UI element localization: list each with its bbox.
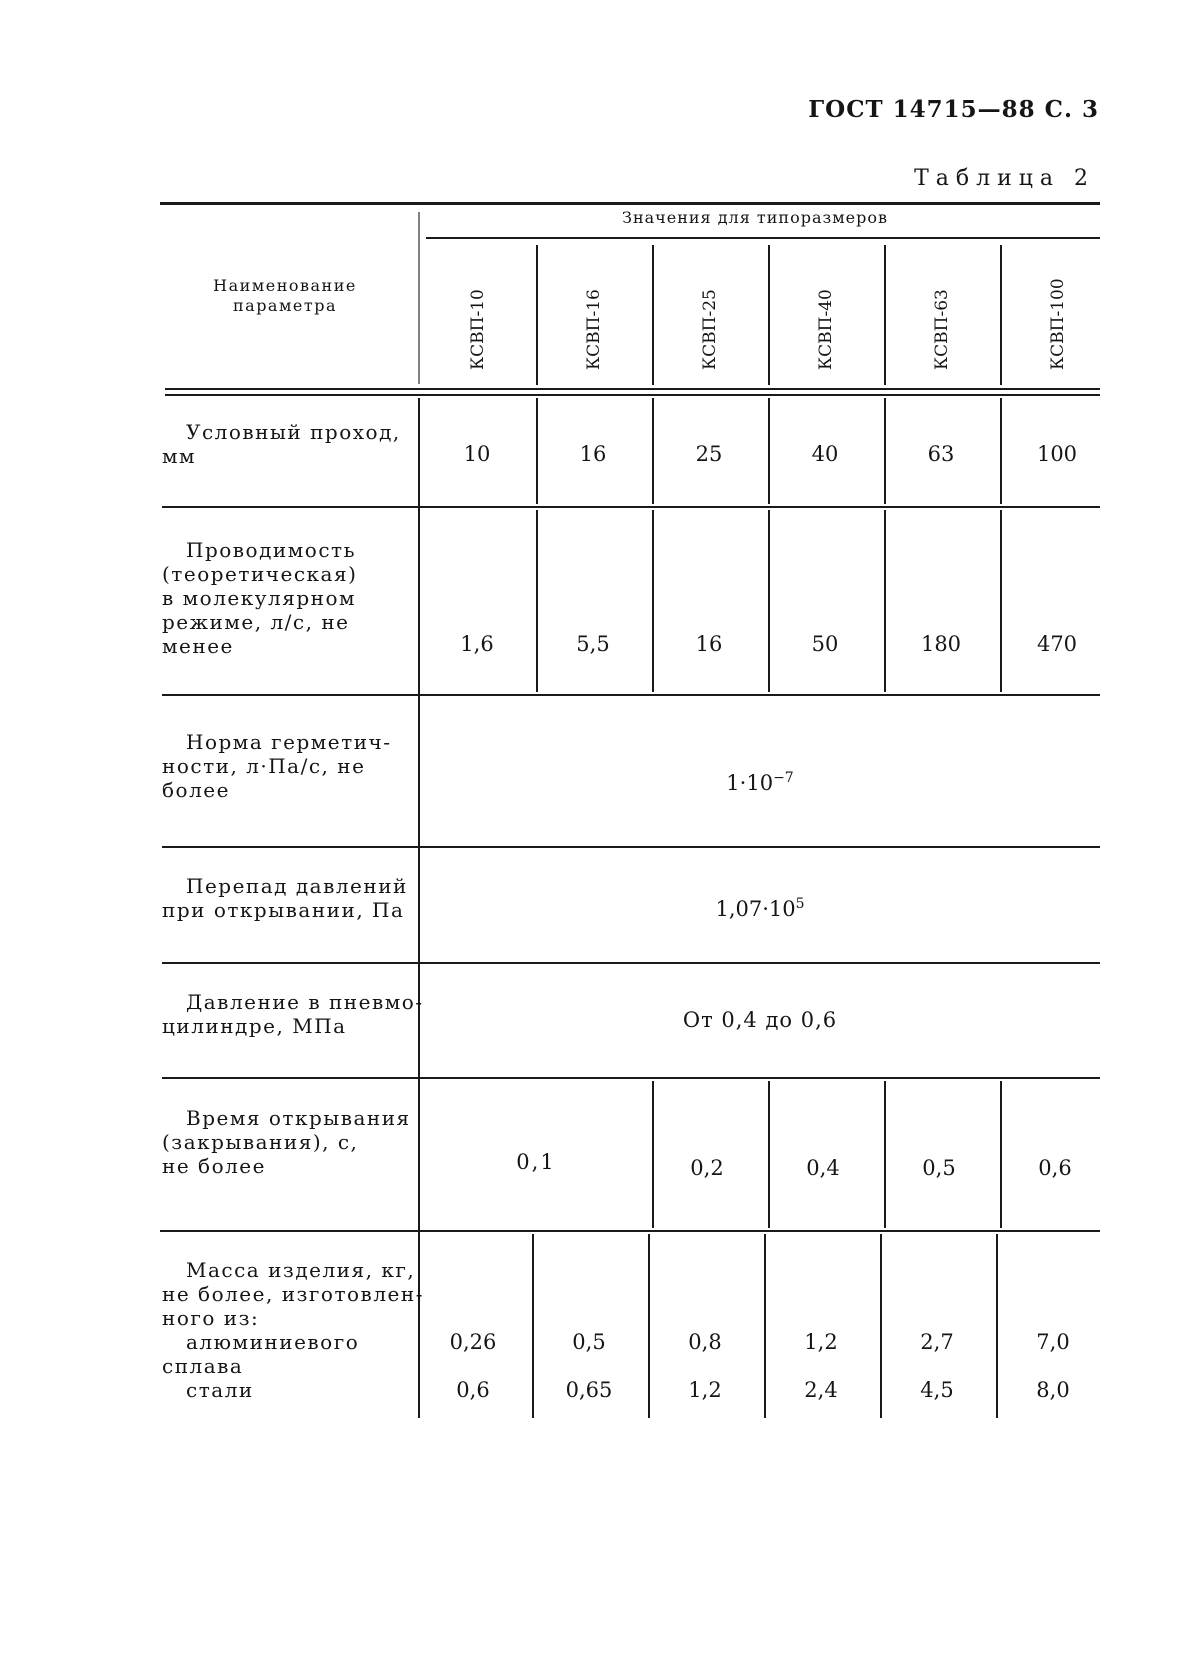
value-base: 1,07·10 xyxy=(715,897,796,921)
value-cell: 0,8 xyxy=(688,1330,722,1354)
label-line: Норма герметич- xyxy=(186,730,392,754)
values-header: Значения для типоразмеров xyxy=(621,208,889,227)
cell-rule xyxy=(768,510,770,692)
label-line: Проводимость xyxy=(186,538,356,562)
value-cell: 10 xyxy=(463,442,491,466)
model-header: КСВП-25 xyxy=(700,289,720,370)
cell-rule xyxy=(532,1234,534,1418)
cell-rule xyxy=(884,510,886,692)
header-double-rule-2 xyxy=(165,394,1100,396)
cell-rule xyxy=(652,510,654,692)
label-line: менее xyxy=(162,634,234,658)
label-line: режиме, л/с, не xyxy=(162,610,350,634)
model-header: КСВП-10 xyxy=(468,289,488,370)
label-line: более xyxy=(162,778,230,802)
label-line: не более xyxy=(162,1154,266,1178)
value-cell: 0,26 xyxy=(449,1330,497,1354)
label-line: в молекулярном xyxy=(162,586,357,610)
value-cell: 5,5 xyxy=(576,632,610,656)
row-divider xyxy=(162,694,1100,696)
cell-rule xyxy=(648,1234,650,1418)
model-header: КСВП-16 xyxy=(584,289,604,370)
label-line: ности, л·Па/с, не xyxy=(162,754,366,778)
label-line: Давление в пневмо- xyxy=(186,990,424,1014)
value-base: 1·10 xyxy=(726,771,774,795)
param-header-line: Наименование xyxy=(213,276,357,295)
cell-rule xyxy=(884,1081,886,1228)
row-divider xyxy=(162,1077,1100,1079)
value-cell: 180 xyxy=(920,632,962,656)
label-line: Перепад давлений xyxy=(186,874,408,898)
row-divider xyxy=(160,1230,1100,1232)
value-cell: 2,7 xyxy=(920,1330,954,1354)
header-column-rule xyxy=(884,245,886,385)
value-cell: 1,2 xyxy=(688,1378,722,1402)
value-cell: 0,2 xyxy=(690,1156,724,1180)
header-column-rule xyxy=(768,245,770,385)
value-cell: 16 xyxy=(579,442,607,466)
row-label-mass xyxy=(162,1258,424,1402)
value-cell: 7,0 xyxy=(1036,1330,1070,1354)
row-divider xyxy=(162,962,1100,964)
value-cell: 0,65 xyxy=(565,1378,613,1402)
label-line: Масса изделия, кг, xyxy=(186,1258,416,1282)
cell-rule xyxy=(652,398,654,504)
row-divider xyxy=(162,506,1100,508)
label-line: мм xyxy=(162,444,197,468)
header-column-rule xyxy=(1000,245,1002,385)
cell-rule xyxy=(536,398,538,504)
value-cell: 8,0 xyxy=(1036,1378,1070,1402)
row-label-cylinder-pressure xyxy=(162,990,424,1038)
value-cell: 0,5 xyxy=(922,1156,956,1180)
param-header-line: параметра xyxy=(232,296,338,315)
model-header: КСВП-100 xyxy=(1048,278,1068,370)
param-column-rule xyxy=(418,212,420,384)
cell-rule xyxy=(768,398,770,504)
value-cell: 1,6 xyxy=(460,632,494,656)
label-line: Время открывания xyxy=(186,1106,411,1130)
value-cell: 25 xyxy=(695,442,723,466)
row-label-pressure-drop xyxy=(162,874,408,922)
cell-rule xyxy=(652,1081,654,1228)
value-exponent: 5 xyxy=(795,896,805,912)
value-cell: 0,6 xyxy=(1038,1156,1072,1180)
pressure-drop-value xyxy=(420,896,1100,921)
cell-rule xyxy=(1000,398,1002,504)
value-cell: 0,5 xyxy=(572,1330,606,1354)
cell-rule xyxy=(996,1234,998,1418)
sub-label: сплава xyxy=(162,1354,244,1378)
row-label-leak-tightness xyxy=(162,730,392,802)
value-cell: 50 xyxy=(811,632,839,656)
value-cell: 470 xyxy=(1036,632,1078,656)
leak-tightness-value xyxy=(420,770,1100,795)
header-column-rule xyxy=(652,245,654,385)
value-cell: 4,5 xyxy=(920,1378,954,1402)
label-line: Условный проход, xyxy=(186,420,401,444)
label-line: при открывании, Па xyxy=(162,898,405,922)
label-line: цилиндре, МПа xyxy=(162,1014,347,1038)
value-exponent: −7 xyxy=(773,770,794,786)
value-cell: 1,2 xyxy=(804,1330,838,1354)
label-line: (теоретическая) xyxy=(162,562,358,586)
cell-rule xyxy=(884,398,886,504)
row-label-conductance xyxy=(162,538,357,658)
model-header: КСВП-40 xyxy=(816,289,836,370)
sub-label: алюминиевого xyxy=(186,1330,360,1354)
cell-rule xyxy=(768,1081,770,1228)
table-top-rule xyxy=(160,202,1100,205)
cell-rule xyxy=(536,510,538,692)
values-header-rule xyxy=(426,237,1100,239)
page-header: ГОСТ 14715—88 С. 3 xyxy=(808,96,1099,123)
opening-time-merged-value: 0,1 xyxy=(516,1150,556,1174)
param-header xyxy=(160,276,410,316)
value-cell: 0,6 xyxy=(456,1378,490,1402)
label-line: не более, изготовлен- xyxy=(162,1282,424,1306)
value-cell: 16 xyxy=(695,632,723,656)
cell-rule xyxy=(764,1234,766,1418)
label-line: (закрывания), с, xyxy=(162,1130,359,1154)
row-label-nominal-bore xyxy=(162,420,401,468)
row-label-opening-time xyxy=(162,1106,411,1178)
header-column-rule xyxy=(536,245,538,385)
cell-rule xyxy=(880,1234,882,1418)
value-cell: 63 xyxy=(927,442,955,466)
row-divider xyxy=(162,846,1100,848)
cylinder-pressure-value: От 0,4 до 0,6 xyxy=(682,1008,838,1032)
value-cell: 100 xyxy=(1036,442,1078,466)
value-cell: 2,4 xyxy=(804,1378,838,1402)
cell-rule xyxy=(1000,510,1002,692)
table-caption: Таблица 2 xyxy=(914,166,1095,191)
cell-rule xyxy=(1000,1081,1002,1228)
sub-label: стали xyxy=(186,1378,254,1402)
header-double-rule-1 xyxy=(165,388,1100,390)
model-header: КСВП-63 xyxy=(932,289,952,370)
value-cell: 40 xyxy=(811,442,839,466)
value-cell: 0,4 xyxy=(806,1156,840,1180)
label-line: ного из: xyxy=(162,1306,260,1330)
